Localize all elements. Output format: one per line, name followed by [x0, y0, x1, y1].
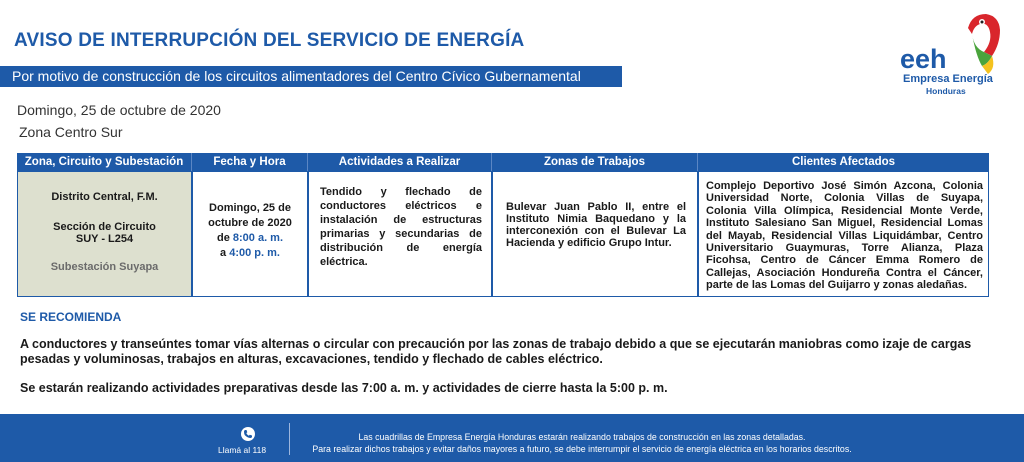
eeh-logo — [896, 8, 1006, 100]
cell-zonas — [492, 171, 698, 297]
schedule-note: Se estarán realizando actividades preparativas desde las 7:00 a. m. y actividades de cierre hasta la 5:00 p. m. — [20, 381, 668, 395]
cell-clientes — [698, 171, 989, 297]
table-header-row — [17, 153, 989, 171]
activities-text: Tendido y flechado de conductores eléctricos e instalación de estructuras primarias y secundarias de distribución de energía eléctrica. — [320, 186, 482, 268]
start-time: 8:00 a. m. — [232, 232, 284, 244]
end-time: 4:00 p. m. — [229, 247, 280, 259]
footer-bar — [0, 414, 1024, 462]
outage-table — [17, 153, 989, 297]
outage-zone: Zona Centro Sur — [19, 124, 123, 140]
logo-line2: Honduras — [926, 86, 966, 96]
affected-clients-text: Complejo Deportivo José Simón Azcona, Colonia Universidad Norte, Colonia Villas de Suyapa, Colonia Villa Olímpica, Residencial Monte Verde, Instituto Salesiano San Miguel, Residencial Lomas del Mayab, Residencial Villas Liquidámbar, Centro Universitario Guaymuras, Torre Alianza, Plaza Ficohsa, Centro de Cáncer Emma Romero de Callejas, Asociación Hondureña Contra el Cáncer, parte de las Lomas del Guijarro y zonas aledañas. — [706, 180, 983, 292]
end-prefix: a — [220, 247, 230, 259]
header-zona: Zona, Circuito y Subestación — [17, 153, 192, 171]
logo-brand: eeh — [900, 44, 947, 74]
header-zonas: Zonas de Trabajos — [492, 153, 698, 171]
recommendation-title: SE RECOMIENDA — [20, 310, 122, 324]
substation: Subestación Suyapa — [50, 261, 159, 273]
circuit-section: Sección de Circuito — [53, 221, 156, 233]
header-fecha: Fecha y Hora — [192, 153, 308, 171]
district: Distrito Central, F.M. — [51, 191, 158, 203]
footer-divider — [289, 423, 290, 455]
recommendation-text: A conductores y transeúntes tomar vías alternas o circular con precaución por las zonas de trabajo debido a que se ejecutarán maniobras como izaje de cargas pesadas y voluminosas, trabajos en alturas, excavaciones, tendido y flechado de cables eléctrico. — [20, 337, 972, 366]
work-zones-text: Bulevar Juan Pablo II, entre el Instituto Nimia Baquedano y la interconexión con el Bulevar La Hacienda y edificio Grupo Intur. — [506, 201, 686, 249]
date-line1: Domingo, 25 de — [209, 202, 291, 214]
start-prefix: de — [216, 232, 233, 244]
cell-fecha — [192, 171, 308, 297]
date-line2: octubre de 2020 — [208, 217, 292, 229]
call-label: Llamá al 118 — [218, 445, 267, 455]
subtitle-text: Por motivo de construcción de los circuitos alimentadores del Centro Cívico Gubernamental — [12, 68, 581, 84]
footer-text — [300, 431, 864, 455]
footer-line1: Las cuadrillas de Empresa Energía Honduras estarán realizando trabajos de construcción en las zonas detalladas. — [358, 432, 806, 442]
cell-zona — [17, 171, 192, 297]
page-title: AVISO DE INTERRUPCIÓN DEL SERVICIO DE ENERGÍA — [14, 30, 525, 51]
outage-date: Domingo, 25 de octubre de 2020 — [17, 102, 221, 118]
subtitle-bar — [0, 66, 622, 87]
cell-actividades — [308, 171, 492, 297]
circuit-code: SUY - L254 — [75, 233, 134, 245]
footer-line2: Para realizar dichos trabajos y evitar daños mayores a futuro, se debe interrumpir el servicio de energía eléctrica en los horarios descritos. — [312, 444, 852, 454]
logo-line1: Empresa Energía — [903, 73, 993, 85]
table-row — [17, 171, 989, 297]
header-actividades: Actividades a Realizar — [308, 153, 492, 171]
header-clientes: Clientes Afectados — [698, 153, 989, 171]
phone-icon — [241, 427, 255, 441]
